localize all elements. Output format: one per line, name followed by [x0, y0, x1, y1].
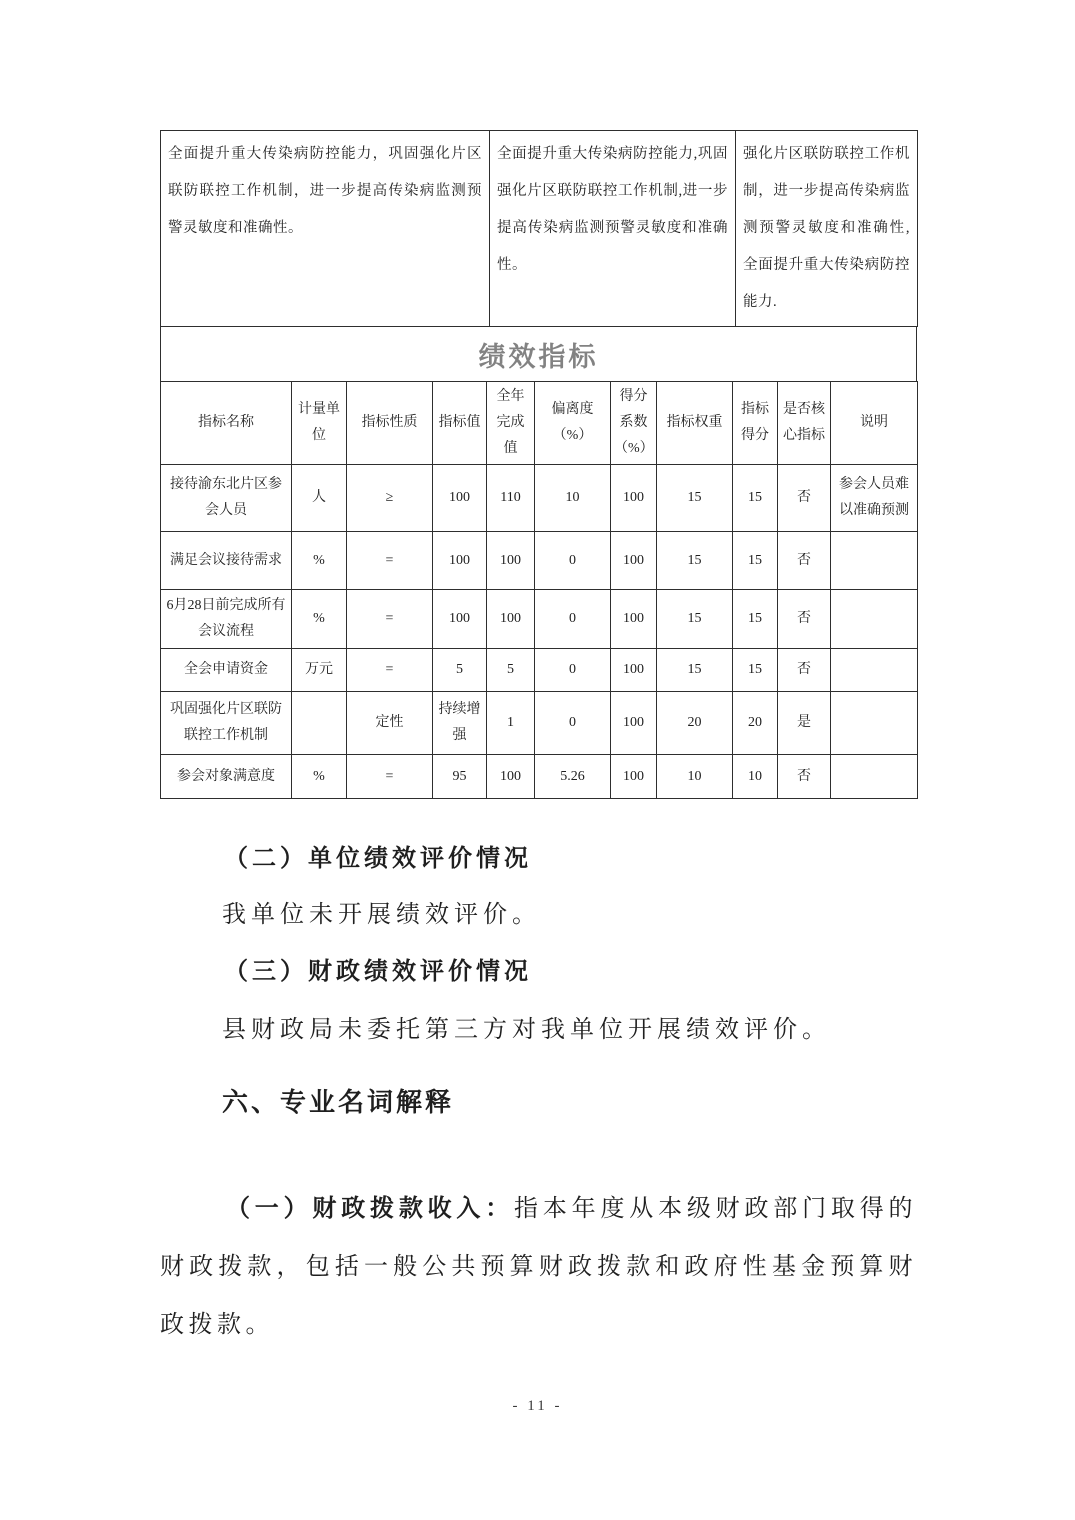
kpi-column-header: 指标得分 [733, 382, 778, 465]
kpi-cell: 100 [611, 590, 657, 649]
kpi-cell: 15 [657, 465, 733, 532]
kpi-cell: 110 [487, 465, 535, 532]
kpi-cell [831, 532, 918, 590]
kpi-cell: 15 [657, 590, 733, 649]
kpi-cell: 100 [611, 692, 657, 755]
kpi-cell: 15 [657, 649, 733, 692]
kpi-cell: 100 [433, 532, 487, 590]
kpi-cell: 万元 [292, 649, 347, 692]
kpi-cell: 接待渝东北片区参会人员 [161, 465, 292, 532]
kpi-cell: 100 [487, 755, 535, 799]
kpi-cell: 100 [611, 755, 657, 799]
kpi-cell: = [347, 649, 433, 692]
kpi-cell: 否 [778, 590, 831, 649]
kpi-cell: 否 [778, 649, 831, 692]
kpi-column-header: 指标值 [433, 382, 487, 465]
kpi-cell: 100 [487, 590, 535, 649]
kpi-cell: = [347, 590, 433, 649]
overview-cell: 全面提升重大传染病防控能力，巩固强化片区联防联控工作机制，进一步提高传染病监测预警灵敏度和准确性。 [161, 131, 490, 327]
kpi-cell: = [347, 755, 433, 799]
section-text-fiscal-eval: 县财政局未委托第三方对我单位开展绩效评价。 [222, 1017, 831, 1043]
kpi-cell: 持续增强 [433, 692, 487, 755]
kpi-cell [831, 590, 918, 649]
kpi-cell: 10 [535, 465, 611, 532]
kpi-column-header: 偏离度（%） [535, 382, 611, 465]
kpi-cell: 人 [292, 465, 347, 532]
kpi-cell: 0 [535, 590, 611, 649]
kpi-row [161, 692, 918, 755]
section-heading-unit-eval: （二）单位绩效评价情况 [224, 846, 532, 872]
kpi-cell: 15 [657, 532, 733, 590]
kpi-table [160, 381, 918, 799]
kpi-cell [831, 755, 918, 799]
term-text: 指本年度从本级财政部门取得的财政拨款，包括一般公共预算财政拨款和政府性基金预算财政拨款。 [160, 1196, 918, 1338]
overview-cell: 全面提升重大传染病防控能力,巩固强化片区联防联控工作机制,进一步提高传染病监测预警灵敏度和准确性。 [490, 131, 736, 327]
kpi-cell: 100 [433, 590, 487, 649]
kpi-cell: 100 [611, 465, 657, 532]
kpi-cell: 是 [778, 692, 831, 755]
kpi-column-header: 指标权重 [657, 382, 733, 465]
kpi-cell: 100 [611, 532, 657, 590]
kpi-cell: 巩固强化片区联防联控工作机制 [161, 692, 292, 755]
kpi-cell: 5 [433, 649, 487, 692]
kpi-cell: 20 [657, 692, 733, 755]
kpi-cell: 100 [487, 532, 535, 590]
section-heading-fiscal-eval: （三）财政绩效评价情况 [224, 959, 532, 985]
kpi-row [161, 590, 918, 649]
kpi-cell: % [292, 590, 347, 649]
kpi-cell: 满足会议接待需求 [161, 532, 292, 590]
kpi-row [161, 532, 918, 590]
kpi-cell: 15 [733, 590, 778, 649]
term-paragraph [160, 1180, 917, 1354]
kpi-cell: 0 [535, 532, 611, 590]
kpi-cell: 定性 [347, 692, 433, 755]
kpi-column-header: 全年完成值 [487, 382, 535, 465]
overview-cell: 强化片区联防联控工作机制，进一步提高传染病监测预警灵敏度和准确性,全面提升重大传染病防控能力. [736, 131, 918, 327]
kpi-cell: 95 [433, 755, 487, 799]
kpi-cell: ≥ [347, 465, 433, 532]
page-number: - 11 - [512, 1398, 563, 1414]
kpi-cell: 100 [611, 649, 657, 692]
kpi-cell: 20 [733, 692, 778, 755]
kpi-section-title: 绩效指标 [160, 327, 917, 381]
kpi-cell: 参会对象满意度 [161, 755, 292, 799]
kpi-cell: 10 [733, 755, 778, 799]
term-label: （一）财政拨款收入： [226, 1196, 515, 1222]
kpi-cell: 1 [487, 692, 535, 755]
kpi-cell: = [347, 532, 433, 590]
kpi-row [161, 649, 918, 692]
kpi-cell: 参会人员难以准确预测 [831, 465, 918, 532]
overview-row [160, 130, 918, 327]
kpi-cell: 10 [657, 755, 733, 799]
kpi-cell: 全会申请资金 [161, 649, 292, 692]
kpi-cell: 15 [733, 465, 778, 532]
kpi-cell: 5 [487, 649, 535, 692]
kpi-cell: 0 [535, 692, 611, 755]
kpi-cell: 6月28日前完成所有会议流程 [161, 590, 292, 649]
kpi-cell: 15 [733, 649, 778, 692]
kpi-cell [292, 692, 347, 755]
kpi-cell: 否 [778, 755, 831, 799]
kpi-column-header: 计量单位 [292, 382, 347, 465]
kpi-table-block [160, 130, 917, 799]
kpi-column-header: 指标名称 [161, 382, 292, 465]
kpi-cell: 否 [778, 465, 831, 532]
kpi-row [161, 755, 918, 799]
kpi-cell: 100 [433, 465, 487, 532]
kpi-column-header: 是否核心指标 [778, 382, 831, 465]
kpi-cell [831, 649, 918, 692]
kpi-cell [831, 692, 918, 755]
kpi-row [161, 465, 918, 532]
kpi-column-header: 指标性质 [347, 382, 433, 465]
kpi-header-row [161, 382, 918, 465]
kpi-cell: % [292, 755, 347, 799]
kpi-cell: 5.26 [535, 755, 611, 799]
kpi-cell: 0 [535, 649, 611, 692]
section-heading-terms: 六、专业名词解释 [222, 1087, 455, 1117]
kpi-cell: 否 [778, 532, 831, 590]
kpi-column-header: 说明 [831, 382, 918, 465]
kpi-cell: % [292, 532, 347, 590]
kpi-cell: 15 [733, 532, 778, 590]
kpi-column-header: 得分系数（%） [611, 382, 657, 465]
section-text-unit-eval: 我单位未开展绩效评价。 [222, 902, 541, 928]
